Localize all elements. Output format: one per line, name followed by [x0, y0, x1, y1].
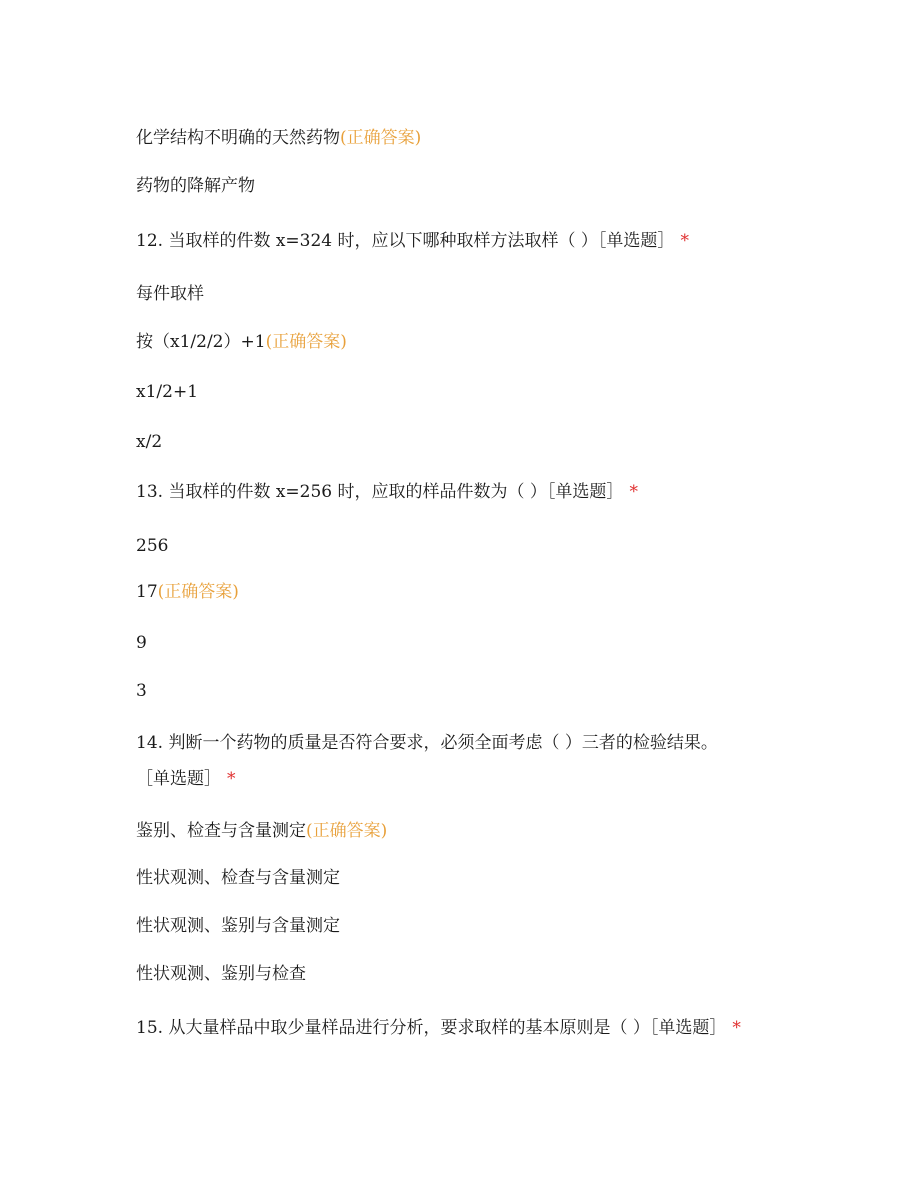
- q14-option-3[interactable]: [136, 914, 340, 938]
- q14-option-4[interactable]: [136, 962, 306, 986]
- option-text: 3: [136, 681, 147, 701]
- q13-option-2[interactable]: [136, 580, 239, 604]
- q11-option-1[interactable]: [136, 126, 421, 150]
- option-text: 化学结构不明确的天然药物: [136, 128, 340, 148]
- q12-option-3[interactable]: [136, 380, 198, 404]
- option-text: 鉴别、检查与含量测定: [136, 821, 306, 841]
- correct-answer-label: (正确答案): [265, 332, 347, 352]
- question-13-title: 13. 当取样的件数 x=256 时，应取的样品件数为（ ）［单选题］ *: [136, 482, 638, 502]
- option-text: x1/2+1: [136, 382, 199, 402]
- question-14-title-continued: ［单选题］ *: [136, 769, 236, 789]
- option-text: x/2: [136, 432, 163, 452]
- question-15-title: 15. 从大量样品中取少量样品进行分析，要求取样的基本原则是（ ）［单选题］ *: [136, 1018, 741, 1038]
- required-mark: *: [629, 482, 638, 502]
- correct-answer-label: (正确答案): [157, 582, 239, 602]
- option-text: 性状观测、鉴别与检查: [136, 964, 306, 984]
- required-mark: *: [680, 231, 689, 251]
- q12-option-2[interactable]: [136, 330, 347, 354]
- q11-option-2[interactable]: [136, 174, 255, 198]
- q12-option-4[interactable]: [136, 430, 162, 454]
- option-text: 按（x1/2/2）+1: [136, 332, 266, 352]
- q13-option-3[interactable]: [136, 631, 147, 655]
- required-mark: *: [227, 769, 236, 789]
- correct-answer-label: (正确答案): [306, 821, 388, 841]
- q13-option-1[interactable]: [136, 534, 168, 558]
- option-text: 每件取样: [136, 284, 204, 304]
- q12-option-1[interactable]: [136, 282, 204, 306]
- correct-answer-label: (正确答案): [340, 128, 422, 148]
- q13-option-4[interactable]: [136, 679, 147, 703]
- option-text: 药物的降解产物: [136, 176, 255, 196]
- required-mark: *: [732, 1018, 741, 1038]
- q14-option-1[interactable]: [136, 819, 387, 843]
- question-12-title: 12. 当取样的件数 x=324 时，应以下哪种取样方法取样（ ）［单选题］ *: [136, 231, 689, 251]
- option-text: 性状观测、检查与含量测定: [136, 868, 340, 888]
- option-text: 17: [136, 582, 158, 602]
- option-text: 256: [136, 536, 169, 556]
- q14-option-2[interactable]: [136, 866, 340, 890]
- question-14-title: 14. 判断一个药物的质量是否符合要求，必须全面考虑（ ）三者的检验结果。: [136, 733, 718, 753]
- option-text: 性状观测、鉴别与含量测定: [136, 916, 340, 936]
- option-text: 9: [136, 633, 147, 653]
